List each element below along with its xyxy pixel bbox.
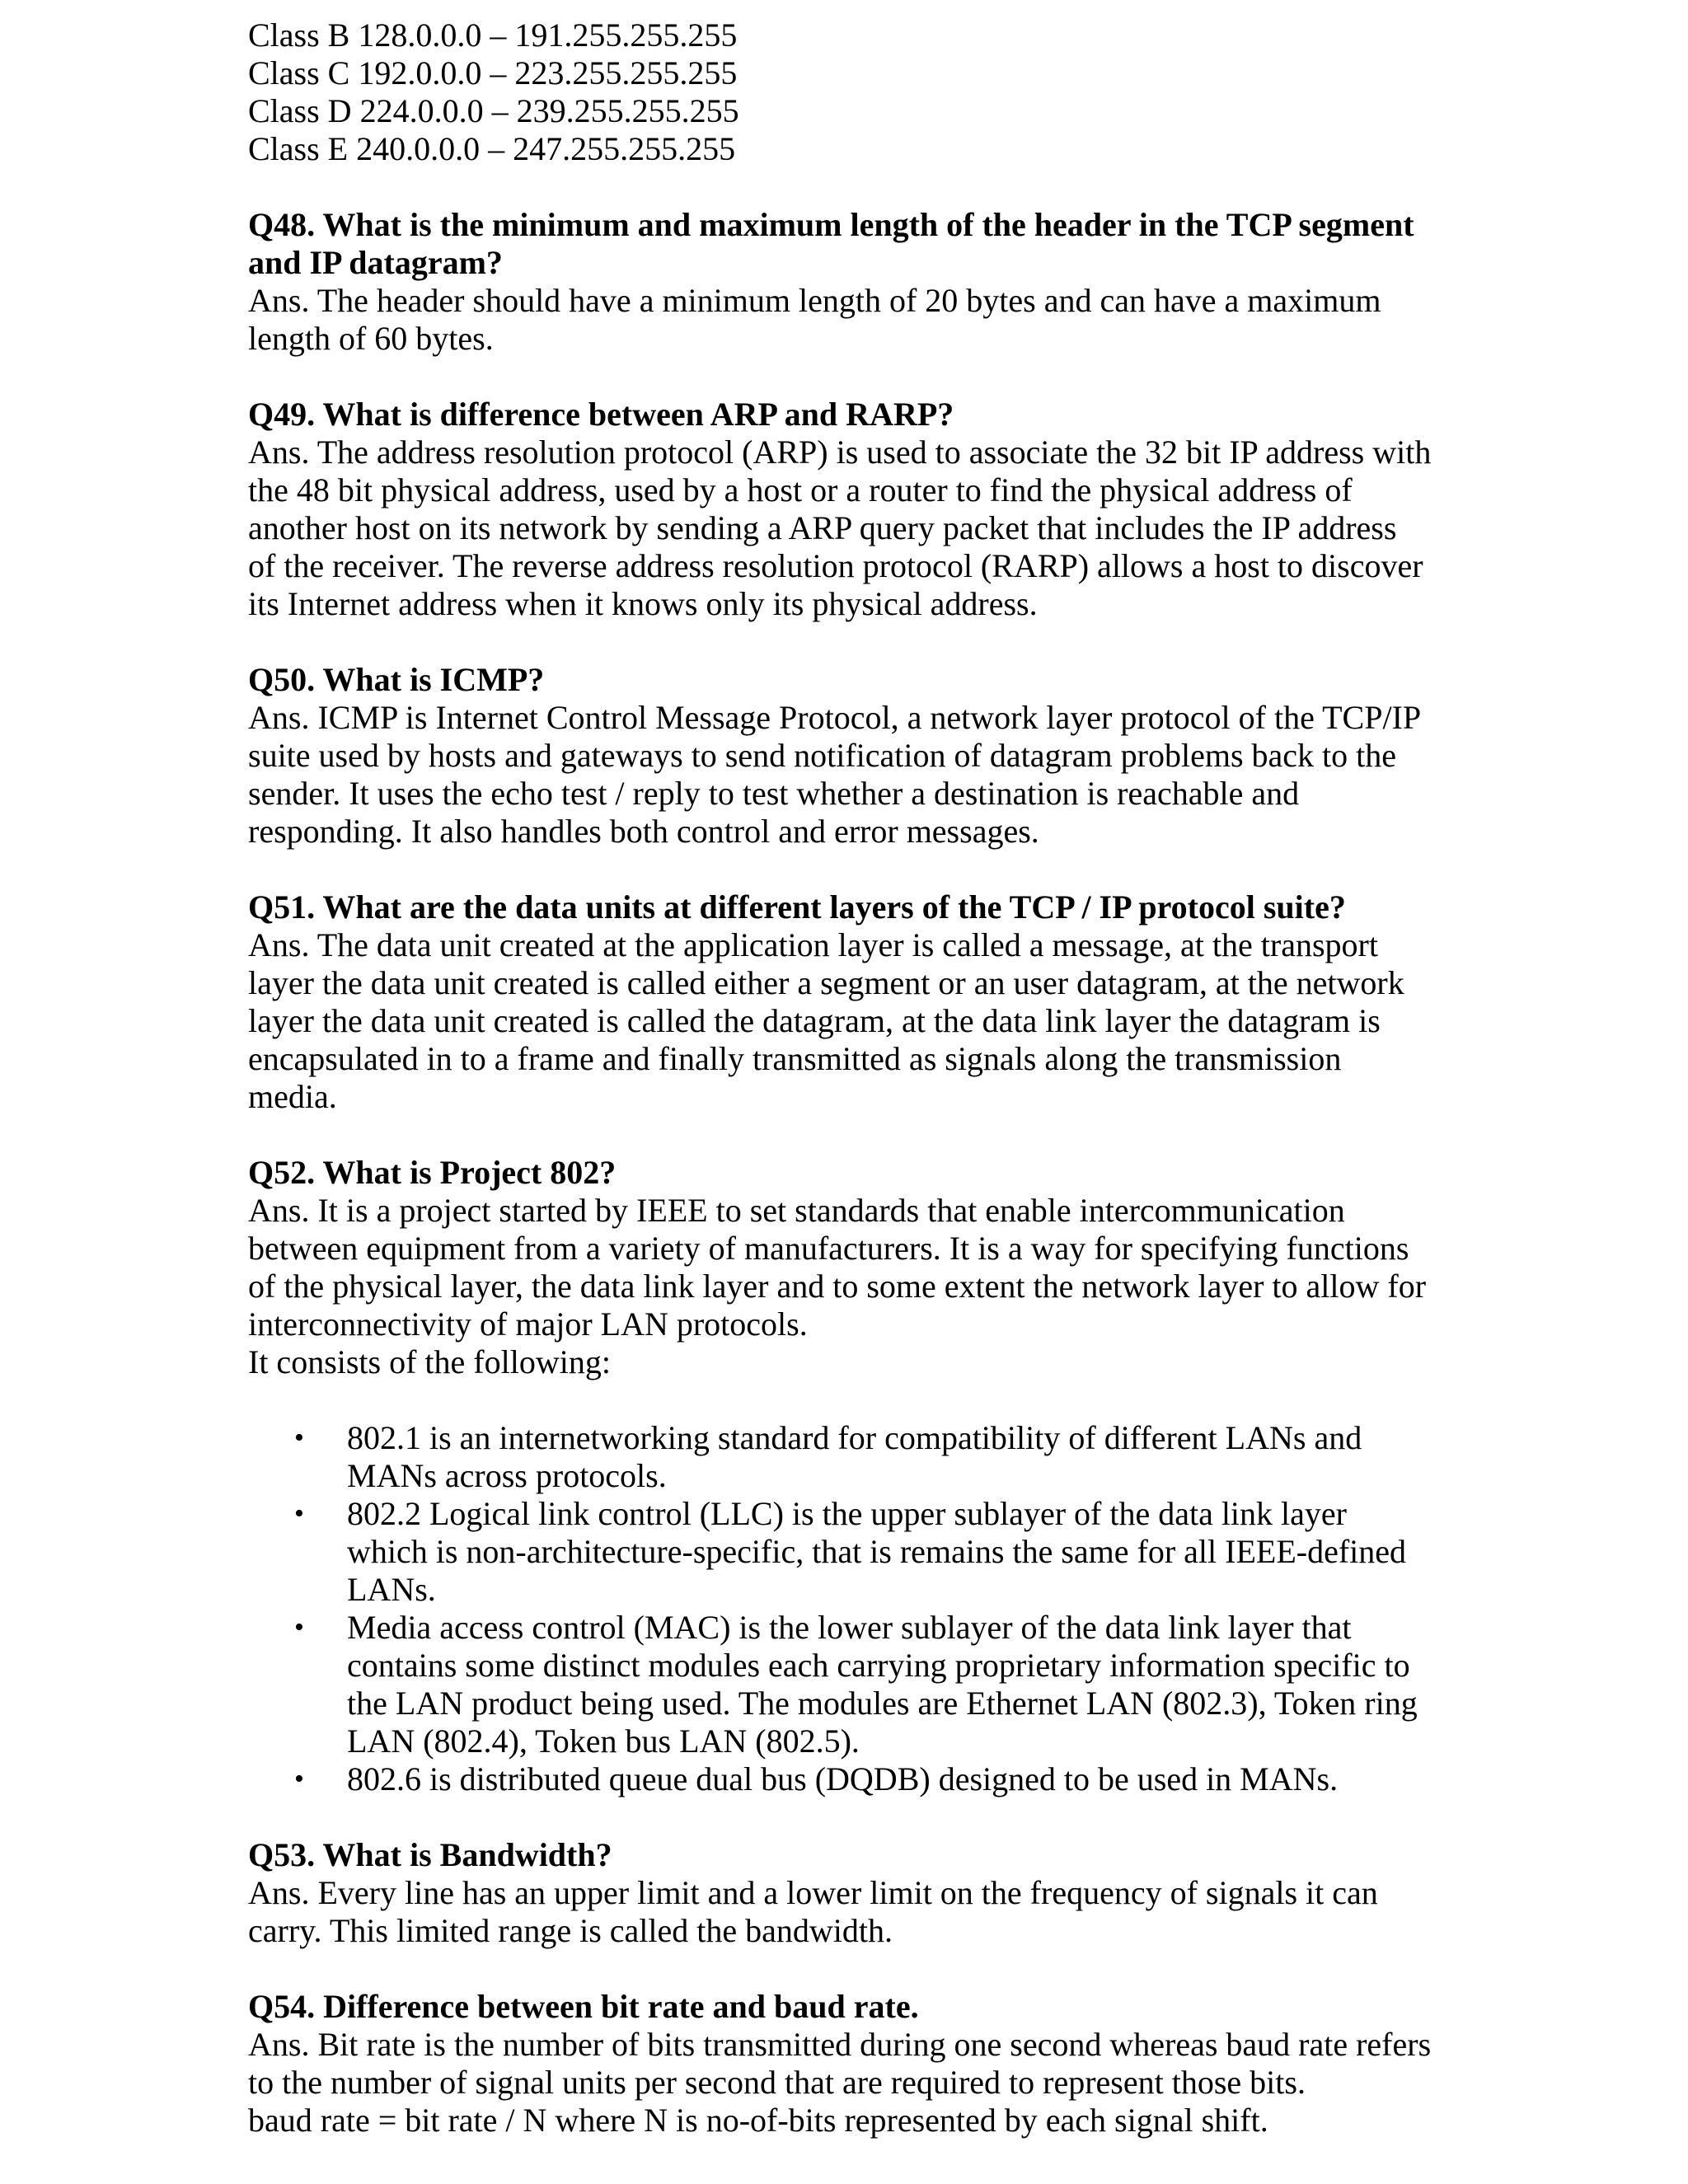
spacer — [248, 1950, 1451, 1988]
bullet-line: the LAN product being used. The modules are Ethernet LAN (802.3), Token ring — [347, 1685, 1418, 1722]
answer-line: Ans. The data unit created at the application layer is called a message, at the transport — [248, 926, 1378, 963]
bullet-icon: • — [294, 1422, 304, 1453]
spacer — [248, 623, 1451, 661]
qa-block-q54 — [248, 1988, 1451, 2139]
answer-line: layer the data unit created is called the datagram, at the data link layer the datagram is — [248, 1002, 1381, 1039]
list-item — [248, 1760, 1451, 1798]
answer-line: Ans. The address resolution protocol (ARP) is used to associate the 32 bit IP address with — [248, 434, 1432, 471]
spacer — [248, 851, 1451, 888]
bullet-line: 802.1 is an internetworking standard for compatibility of different LANs and — [347, 1419, 1362, 1456]
bullet-icon: • — [294, 1498, 304, 1529]
answer-line: baud rate = bit rate / N where N is no-of-bits represented by each signal shift. — [248, 2102, 1268, 2139]
ip-class-ranges — [248, 16, 1451, 168]
question-line: Q48. What is the minimum and maximum length of the header in the TCP segment — [248, 206, 1414, 243]
qa-block-q48 — [248, 206, 1451, 358]
question-line: Q54. Difference between bit rate and baud rate. — [248, 1988, 919, 2025]
list-item — [248, 1609, 1451, 1760]
answer-line: sender. It uses the echo test / reply to test whether a destination is reachable and — [248, 775, 1300, 812]
bullet-icon: • — [294, 1612, 304, 1643]
question-line: Q52. What is Project 802? — [248, 1154, 617, 1191]
answer-line: its Internet address when it knows only its physical address. — [248, 585, 1038, 622]
answer-line: of the physical layer, the data link layer and to some extent the network layer to allow for — [248, 1268, 1427, 1305]
answer-line: the 48 bit physical address, used by a host or a router to find the physical address of — [248, 471, 1353, 509]
qa-block-q49 — [248, 396, 1451, 623]
question-line: Q51. What are the data units at different layers of the TCP / IP protocol suite? — [248, 888, 1346, 926]
answer-line: Ans. The header should have a minimum length of 20 bytes and can have a maximum — [248, 282, 1381, 319]
class-range-line: Class D 224.0.0.0 – 239.255.255.255 — [248, 92, 739, 129]
bullet-line: LANs. — [347, 1571, 436, 1608]
class-range-line: Class C 192.0.0.0 – 223.255.255.255 — [248, 54, 738, 91]
answer-line: responding. It also handles both control and error messages. — [248, 813, 1039, 850]
qa-block-q51 — [248, 888, 1451, 1116]
answer-line: Ans. Bit rate is the number of bits transmitted during one second whereas baud rate refers — [248, 2026, 1432, 2063]
answer-line: interconnectivity of major LAN protocols. — [248, 1305, 808, 1343]
question-line: Q50. What is ICMP? — [248, 661, 545, 698]
bullet-line: Media access control (MAC) is the lower sublayer of the data link layer that — [347, 1609, 1352, 1646]
question-line: Q53. What is Bandwidth? — [248, 1836, 612, 1873]
bullet-line: 802.6 is distributed queue dual bus (DQDB) designed to be used in MANs. — [347, 1760, 1339, 1797]
class-range-line: Class E 240.0.0.0 – 247.255.255.255 — [248, 130, 736, 167]
bullet-line: LAN (802.4), Token bus LAN (802.5). — [347, 1722, 860, 1760]
bullet-line: contains some distinct modules each carrying proprietary information specific to — [347, 1647, 1410, 1684]
answer-line: to the number of signal units per second that are required to represent those bits. — [248, 2064, 1306, 2101]
question-line: Q49. What is difference between ARP and RARP? — [248, 396, 954, 433]
document-page — [248, 16, 1451, 2139]
answer-line: between equipment from a variety of manufacturers. It is a way for specifying functions — [248, 1230, 1409, 1267]
qa-block-q52 — [248, 1154, 1451, 1798]
answer-line: another host on its network by sending a ARP query packet that includes the IP address — [248, 509, 1397, 546]
answer-line: media. — [248, 1078, 337, 1115]
answer-line: encapsulated in to a frame and finally transmitted as signals along the transmission — [248, 1040, 1342, 1077]
answer-line: of the receiver. The reverse address resolution protocol (RARP) allows a host to discover — [248, 547, 1423, 584]
class-range-line: Class B 128.0.0.0 – 191.255.255.255 — [248, 16, 738, 54]
qa-block-q50 — [248, 661, 1451, 851]
answer-line: carry. This limited range is called the bandwidth. — [248, 1912, 893, 1949]
spacer — [248, 1381, 1451, 1419]
spacer — [248, 1116, 1451, 1154]
answer-line: Ans. ICMP is Internet Control Message Protocol, a network layer protocol of the TCP/IP — [248, 699, 1422, 736]
qa-block-q53 — [248, 1836, 1451, 1950]
answer-line: Ans. Every line has an upper limit and a lower limit on the frequency of signals it can — [248, 1874, 1378, 1911]
answer-line: It consists of the following: — [248, 1343, 611, 1380]
list-item — [248, 1495, 1451, 1609]
list-item — [248, 1419, 1451, 1495]
question-line: and IP datagram? — [248, 244, 503, 281]
spacer — [248, 1798, 1451, 1836]
spacer — [248, 168, 1451, 206]
answer-line: suite used by hosts and gateways to send notification of datagram problems back to the — [248, 737, 1397, 774]
bullet-icon: • — [294, 1764, 304, 1794]
answer-line: layer the data unit created is called either a segment or an user datagram, at the network — [248, 964, 1404, 1001]
bullet-line: 802.2 Logical link control (LLC) is the upper sublayer of the data link layer — [347, 1495, 1347, 1532]
bullet-line: MANs across protocols. — [347, 1457, 667, 1494]
answer-line: length of 60 bytes. — [248, 320, 494, 357]
answer-line: Ans. It is a project started by IEEE to set standards that enable intercommunication — [248, 1192, 1345, 1229]
spacer — [248, 358, 1451, 396]
bullet-line: which is non-architecture-specific, that is remains the same for all IEEE-defined — [347, 1533, 1407, 1570]
bullet-list — [248, 1419, 1451, 1798]
